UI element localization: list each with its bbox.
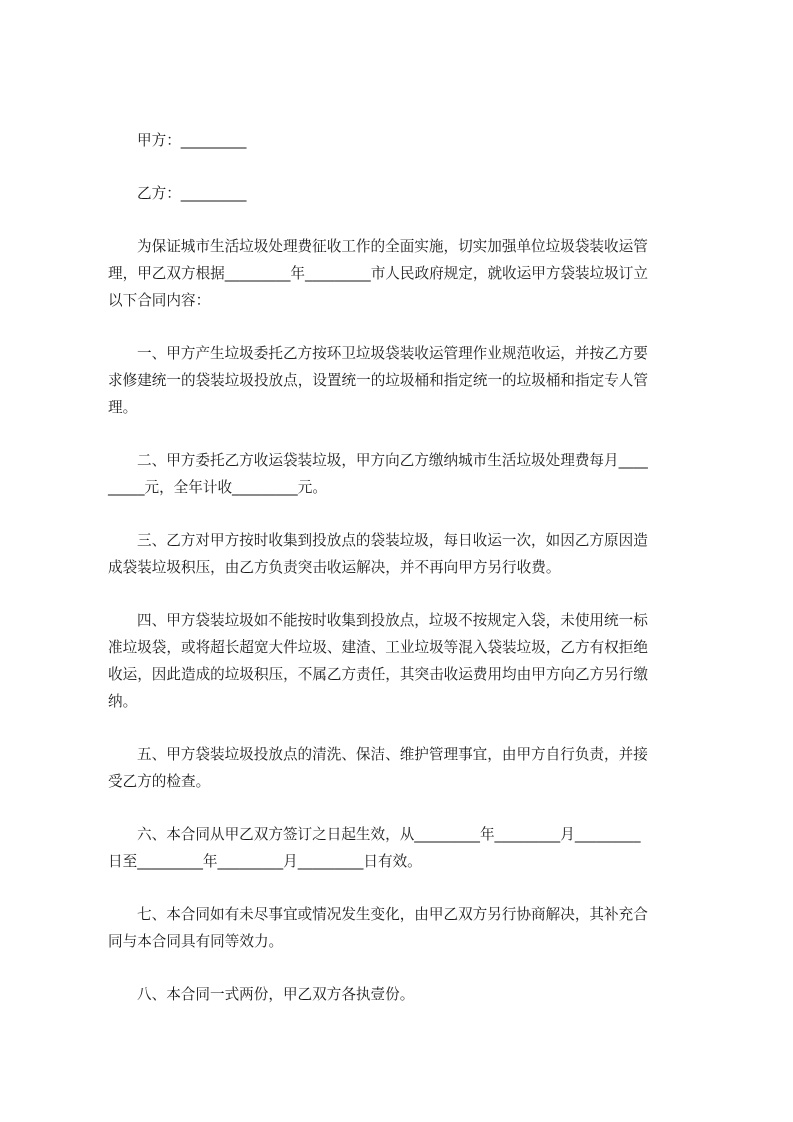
intro-line: 以下合同内容：	[108, 292, 211, 309]
clause-line: 一、甲方产生垃圾委托乙方按环卫垃圾袋装收运管理作业规范收运，并按乙方要	[137, 345, 648, 362]
clause-line: 收运，因此造成的垃圾积压，不属乙方责任，其突击收运费用均由甲方向乙方另行缴	[108, 666, 648, 683]
clause-line: 成袋装垃圾积压，由乙方负责突击收运解决，并不再向甲方另行收费。	[108, 559, 561, 576]
party-a-line: 甲方：_________	[137, 132, 247, 149]
clause-line: 纳。	[108, 693, 138, 710]
clause-line: 六、本合同从甲乙双方签订之日起生效，从_________年_________月_________	[137, 826, 641, 843]
clause-line: 三、乙方对甲方按时收集到投放点的袋装垃圾，每日收运一次，如因乙方原因造	[137, 532, 648, 549]
clause-line: 二、甲方委托乙方收运袋装垃圾，甲方向乙方缴纳城市生活垃圾处理费每月____	[137, 452, 648, 469]
clause-line: 四、甲方袋装垃圾如不能按时收集到投放点，垃圾不按规定入袋，未使用统一标	[137, 612, 648, 629]
clause-line: 日至_________年_________月_________日有效。	[108, 853, 422, 870]
clause-line: _____元，全年计收_________元。	[108, 479, 327, 496]
party-b-line: 乙方：_________	[137, 185, 247, 202]
clause-line: 五、甲方袋装垃圾投放点的清洗、保洁、维护管理事宜，由甲方自行负责，并接	[137, 746, 648, 763]
clause-line: 理。	[108, 399, 138, 416]
clause-line: 准垃圾袋，或将超长超宽大件垃圾、建渣、工业垃圾等混入袋装垃圾，乙方有权拒绝	[108, 639, 648, 656]
intro-line: 为保证城市生活垃圾处理费征收工作的全面实施，切实加强单位垃圾袋装收运管	[137, 238, 648, 255]
clause-line: 求修建统一的袋装垃圾投放点，设置统一的垃圾桶和指定统一的垃圾桶和指定专人管	[108, 372, 648, 389]
clause-line: 八、本合同一式两份，甲乙双方各执壹份。	[137, 986, 415, 1003]
intro-line: 理，甲乙双方根据_________年_________市人民政府规定，就收运甲方袋装垃圾订立	[108, 265, 648, 282]
clause-line: 七、本合同如有未尽事宜或情况发生变化，由甲乙双方另行协商解决，其补充合	[137, 906, 648, 923]
clause-line: 同与本合同具有同等效力。	[108, 933, 284, 950]
clause-line: 受乙方的检查。	[108, 773, 211, 790]
